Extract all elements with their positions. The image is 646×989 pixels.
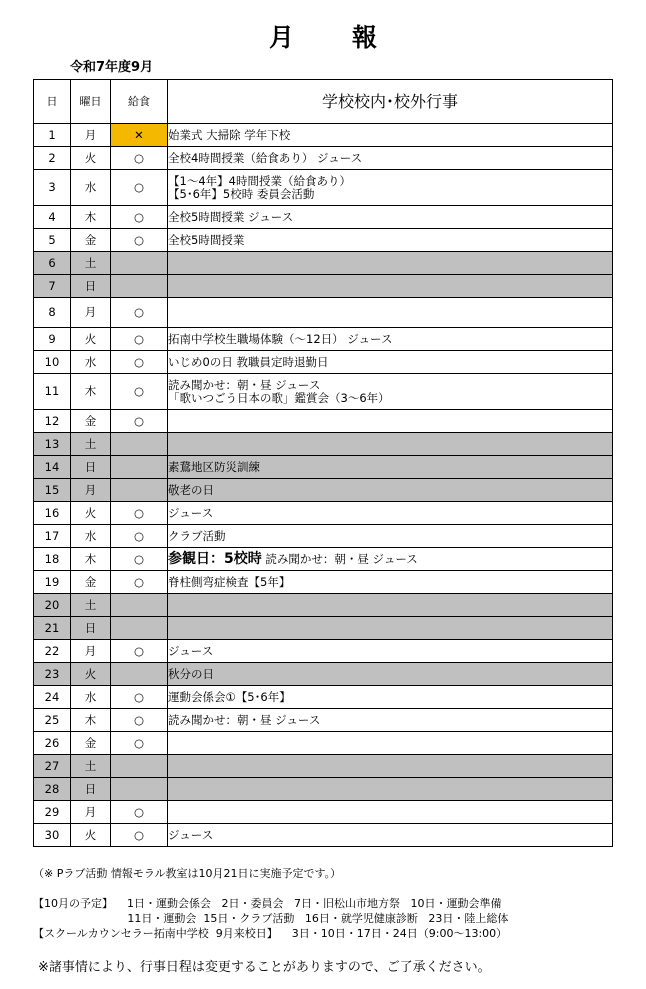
table-row — [34, 732, 613, 755]
table-row — [34, 525, 613, 548]
table-row — [34, 374, 613, 410]
events-cell — [168, 124, 613, 147]
day-cell: 18 — [34, 548, 71, 571]
day-cell: 21 — [34, 617, 71, 640]
event-line-1: ジュース — [168, 643, 214, 658]
events-cell — [168, 525, 613, 548]
weekday-cell: 日 — [71, 456, 111, 479]
monthly-calendar-table — [33, 79, 613, 847]
events-cell — [168, 502, 613, 525]
lunch-cell: ○ — [111, 640, 168, 663]
events-cell — [168, 351, 613, 374]
day-cell: 25 — [34, 709, 71, 732]
weekday-cell: 日 — [71, 275, 111, 298]
lunch-cell: ○ — [111, 147, 168, 170]
events-cell — [168, 709, 613, 732]
table-row — [34, 617, 613, 640]
weekday-cell: 木 — [71, 206, 111, 229]
table-row — [34, 755, 613, 778]
weekday-cell: 水 — [71, 525, 111, 548]
events-cell — [168, 663, 613, 686]
table-row — [34, 663, 613, 686]
events-cell — [168, 778, 613, 801]
event-line-1: 敬老の日 — [168, 482, 214, 497]
events-cell — [168, 410, 613, 433]
table-row — [34, 709, 613, 732]
events-cell — [168, 229, 613, 252]
schedule-change-warning: ※諸事情により、行事日程は変更することがありますので、ご了承ください。 — [38, 960, 491, 975]
table-row — [34, 640, 613, 663]
day-cell: 11 — [34, 374, 71, 410]
event-line-2: 「歌いつごう日本の歌」鑑賞会（3～6年） — [168, 390, 390, 405]
table-row — [34, 479, 613, 502]
day-cell: 17 — [34, 525, 71, 548]
lunch-cell: ○ — [111, 328, 168, 351]
lunch-cell: ○ — [111, 686, 168, 709]
lunch-cell — [111, 479, 168, 502]
day-cell: 3 — [34, 170, 71, 206]
event-highlight: 参観日：5校時 — [168, 550, 262, 567]
header-events: 学校校内･校外行事 — [168, 80, 613, 124]
weekday-cell: 金 — [71, 571, 111, 594]
table-row — [34, 252, 613, 275]
lunch-cell: ○ — [111, 229, 168, 252]
weekday-cell: 月 — [71, 479, 111, 502]
events-cell — [168, 824, 613, 847]
weekday-cell: 日 — [71, 778, 111, 801]
lunch-cell: ○ — [111, 801, 168, 824]
day-cell: 19 — [34, 571, 71, 594]
event-line-1: 脊柱側弯症検査【5年】 — [168, 574, 291, 589]
table-row — [34, 548, 613, 571]
weekday-cell: 木 — [71, 374, 111, 410]
table-row — [34, 147, 613, 170]
weekday-cell: 日 — [71, 617, 111, 640]
day-cell: 7 — [34, 275, 71, 298]
day-cell: 1 — [34, 124, 71, 147]
events-cell — [168, 252, 613, 275]
table-row — [34, 328, 613, 351]
table-row — [34, 778, 613, 801]
events-cell — [168, 456, 613, 479]
lunch-cell — [111, 755, 168, 778]
table-row — [34, 275, 613, 298]
events-cell — [168, 617, 613, 640]
weekday-cell: 火 — [71, 328, 111, 351]
lunch-cell — [111, 778, 168, 801]
event-line-1: 始業式 大掃除 学年下校 — [168, 127, 291, 142]
day-cell: 15 — [34, 479, 71, 502]
counselor-schedule-line: 【スクールカウンセラー拓南中学校 9月来校日】 3日・10日・17日・24日（9:00～13:00） — [33, 927, 508, 940]
event-line-2: 【5･6年】5校時 委員会活動 — [168, 186, 315, 201]
lunch-cell — [111, 252, 168, 275]
weekday-cell: 月 — [71, 640, 111, 663]
lunch-cell: ○ — [111, 525, 168, 548]
day-cell: 12 — [34, 410, 71, 433]
october-plan-line-2: 11日・運動会 15日・クラブ活動 16日・就学児健康診断 23日・陸上総体 — [33, 912, 509, 925]
events-cell — [168, 298, 613, 328]
table-row — [34, 594, 613, 617]
table-row — [34, 824, 613, 847]
event-line-1: 秋分の日 — [168, 666, 214, 681]
table-row — [34, 571, 613, 594]
events-cell — [168, 479, 613, 502]
day-cell: 10 — [34, 351, 71, 374]
day-cell: 6 — [34, 252, 71, 275]
event-line-1: 運動会係会①【5･6年】 — [168, 689, 291, 704]
event-line-1: いじめ0の日 教職員定時退勤日 — [168, 354, 329, 369]
lunch-cell: ○ — [111, 170, 168, 206]
day-cell: 13 — [34, 433, 71, 456]
lunch-cell — [111, 456, 168, 479]
lunch-cell — [111, 594, 168, 617]
lunch-cell: ○ — [111, 548, 168, 571]
events-cell — [168, 686, 613, 709]
weekday-cell: 金 — [71, 410, 111, 433]
event-line-1: クラブ活動 — [168, 528, 226, 543]
header-lunch: 給食 — [111, 80, 168, 124]
weekday-cell: 火 — [71, 147, 111, 170]
table-header-row — [34, 80, 613, 124]
weekday-cell: 月 — [71, 124, 111, 147]
day-cell: 8 — [34, 298, 71, 328]
lunch-cell: ○ — [111, 824, 168, 847]
day-cell: 9 — [34, 328, 71, 351]
table-row — [34, 124, 613, 147]
event-line-1: 読み聞かせ：朝・昼 ジュース — [168, 712, 321, 727]
weekday-cell: 水 — [71, 170, 111, 206]
lunch-cell: ○ — [111, 298, 168, 328]
lunch-cell — [111, 617, 168, 640]
weekday-cell: 金 — [71, 229, 111, 252]
header-weekday: 曜日 — [71, 80, 111, 124]
day-cell: 16 — [34, 502, 71, 525]
period-label: 令和7年度9月 — [70, 60, 154, 75]
weekday-cell: 土 — [71, 433, 111, 456]
weekday-cell: 土 — [71, 755, 111, 778]
weekday-cell: 木 — [71, 548, 111, 571]
lunch-cell: ○ — [111, 206, 168, 229]
events-cell — [168, 548, 613, 571]
events-cell — [168, 801, 613, 824]
day-cell: 28 — [34, 778, 71, 801]
event-line-1: 素鵞地区防災訓練 — [168, 459, 260, 474]
table-row — [34, 229, 613, 252]
lunch-cell: ○ — [111, 502, 168, 525]
event-line-1: 全校5時間授業 — [168, 232, 245, 247]
event-line-1: ジュース — [168, 505, 214, 520]
table-row — [34, 502, 613, 525]
weekday-cell: 月 — [71, 801, 111, 824]
weekday-cell: 火 — [71, 502, 111, 525]
event-line-1: 読み聞かせ：朝・昼 ジュース — [261, 551, 418, 566]
weekday-cell: 火 — [71, 824, 111, 847]
events-cell — [168, 433, 613, 456]
day-cell: 27 — [34, 755, 71, 778]
events-cell — [168, 640, 613, 663]
weekday-cell: 土 — [71, 594, 111, 617]
event-line-1: 全校5時間授業 ジュース — [168, 209, 294, 224]
weekday-cell: 水 — [71, 351, 111, 374]
lunch-cell: ○ — [111, 571, 168, 594]
events-cell — [168, 755, 613, 778]
events-cell — [168, 147, 613, 170]
event-line-1: 全校4時間授業（給食あり） ジュース — [168, 150, 363, 165]
table-row — [34, 433, 613, 456]
event-line-1: 読み聞かせ：朝・昼 ジュース — [168, 377, 321, 392]
table-row — [34, 686, 613, 709]
day-cell: 20 — [34, 594, 71, 617]
event-line-1: ジュース — [168, 827, 214, 842]
lunch-cell — [111, 275, 168, 298]
events-cell — [168, 571, 613, 594]
day-cell: 5 — [34, 229, 71, 252]
day-cell: 22 — [34, 640, 71, 663]
events-cell — [168, 328, 613, 351]
lunch-cell: ○ — [111, 351, 168, 374]
table-row — [34, 170, 613, 206]
weekday-cell: 火 — [71, 663, 111, 686]
lunch-cell: ○ — [111, 410, 168, 433]
event-line-1: 拓南中学校生職場体験（～12日） ジュース — [168, 331, 393, 346]
lunch-cell: ○ — [111, 732, 168, 755]
events-cell — [168, 275, 613, 298]
table-row — [34, 351, 613, 374]
october-plan-line-1: 【10月の予定】 1日・運動会係会 2日・委員会 7日・旧松山市地方祭 10日・運動会準備 — [33, 897, 502, 910]
page-title: 月報 — [268, 23, 435, 52]
day-cell: 14 — [34, 456, 71, 479]
header-day: 日 — [34, 80, 71, 124]
day-cell: 4 — [34, 206, 71, 229]
events-cell — [168, 732, 613, 755]
lunch-cell: ○ — [111, 374, 168, 410]
events-cell — [168, 374, 613, 410]
weekday-cell: 土 — [71, 252, 111, 275]
table-row — [34, 206, 613, 229]
weekday-cell: 月 — [71, 298, 111, 328]
table-row — [34, 801, 613, 824]
day-cell: 2 — [34, 147, 71, 170]
event-line-1: 【1～4年】4時間授業（給食あり） — [168, 173, 351, 188]
day-cell: 29 — [34, 801, 71, 824]
lunch-cell — [111, 663, 168, 686]
day-cell: 24 — [34, 686, 71, 709]
table-row — [34, 456, 613, 479]
weekday-cell: 水 — [71, 686, 111, 709]
day-cell: 23 — [34, 663, 71, 686]
note-line: （※ Pラブ活動 情報モラル教室は10月21日に実施予定です。） — [33, 867, 342, 880]
day-cell: 30 — [34, 824, 71, 847]
events-cell — [168, 594, 613, 617]
events-cell — [168, 206, 613, 229]
events-cell — [168, 170, 613, 206]
weekday-cell: 木 — [71, 709, 111, 732]
table-row — [34, 410, 613, 433]
table-row — [34, 298, 613, 328]
lunch-cell: ✕ — [111, 124, 168, 147]
weekday-cell: 金 — [71, 732, 111, 755]
lunch-cell — [111, 433, 168, 456]
lunch-cell: ○ — [111, 709, 168, 732]
day-cell: 26 — [34, 732, 71, 755]
